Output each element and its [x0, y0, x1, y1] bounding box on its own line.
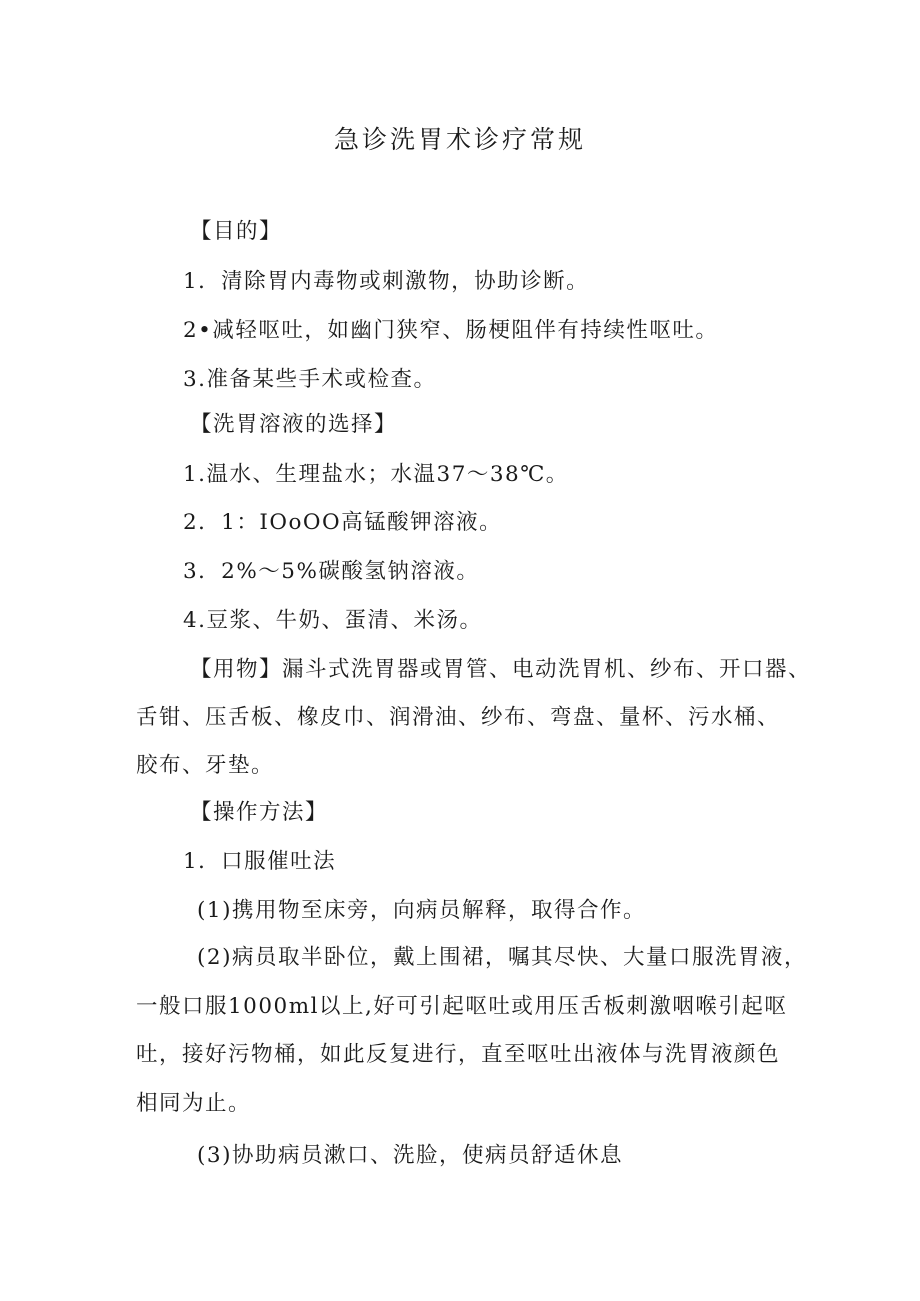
method-step-2-line-3: 吐，接好污物桶，如此反复进行，直至呕吐出液体与洗胃液颜色	[136, 1042, 781, 1067]
heading-solution: 【洗胃溶液的选择】	[190, 412, 398, 437]
method-step-1: (1)携用物至床旁，向病员解释，取得合作。	[197, 898, 646, 923]
solution-item-3: 3．2%～5%碳酸氢钠溶液。	[183, 559, 480, 584]
solution-item-2: 2．1：IOoOO高锰酸钾溶液。	[183, 510, 503, 535]
document-title: 急诊洗胃术诊疗常规	[333, 125, 586, 154]
supplies-line-3: 胶布、牙垫。	[136, 753, 275, 778]
solution-item-1: 1.温水、生理盐水；水温37～38℃。	[183, 462, 569, 487]
solution-item-4: 4.豆浆、牛奶、蛋清、米汤。	[183, 608, 483, 633]
supplies-line-2: 舌钳、压舌板、橡皮巾、润滑油、纱布、弯盘、量杯、污水桶、	[136, 705, 781, 730]
heading-purpose: 【目的】	[190, 219, 283, 244]
method-item-1: 1．口服催吐法	[183, 849, 337, 874]
heading-method: 【操作方法】	[190, 800, 329, 825]
purpose-item-3: 3.准备某些手术或检查。	[183, 367, 437, 392]
purpose-item-1: 1．清除胃内毒物或刺激物，协助诊断。	[183, 269, 590, 294]
method-step-3: (3)协助病员漱口、洗脸，使病员舒适休息	[197, 1143, 623, 1168]
method-step-2-line-1: (2)病员取半卧位，戴上围裙，嘱其尽快、大量口服洗胃液，	[197, 945, 807, 970]
purpose-item-2: 2•减轻呕吐，如幽门狭窄、肠梗阻伴有持续性呕吐。	[183, 318, 719, 343]
method-step-2-line-2: 一般口服1000ml以上,好可引起呕吐或用压舌板刺激咽喉引起呕	[136, 994, 788, 1019]
supplies-line-1: 【用物】漏斗式洗胃器或胃管、电动洗胃机、纱布、开口器、	[190, 657, 812, 682]
method-step-2-line-4: 相同为止。	[136, 1091, 252, 1116]
